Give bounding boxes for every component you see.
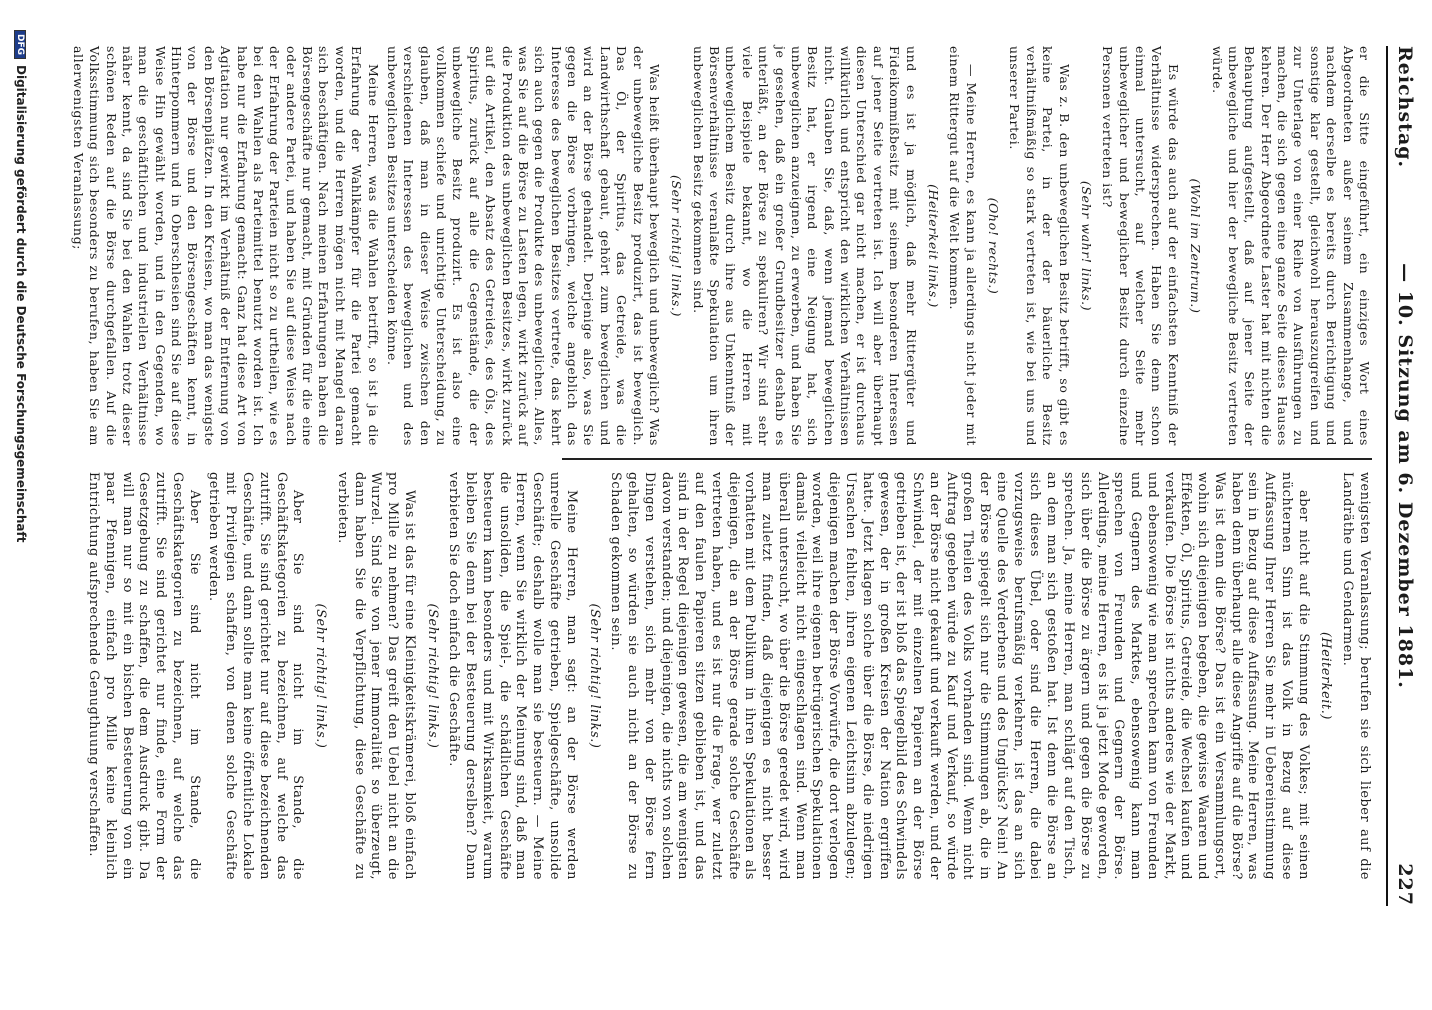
interjection: (Oho! rechts.) (986, 197, 1002, 295)
interjection: (Heiterkeit links.) (926, 184, 941, 308)
column-divider (562, 458, 1372, 460)
paragraph: wenigsten Veranlassung; berufen sie sich lieber auf die Landräthe und Gendarmen. (1340, 472, 1372, 880)
header-session: — 10. Sitzung am 6. Dezember 1881. (1394, 263, 1416, 689)
page-number: 227 (1394, 863, 1416, 906)
dfg-logo: DFG (15, 30, 27, 59)
interjection: (Sehr richtig! links.) (424, 603, 440, 749)
interjection: (Sehr richtig! links.) (313, 603, 329, 749)
header-rule (1386, 46, 1388, 906)
paragraph: Meine Herren, man sagt: an der Börse werden unreelle Geschäfte getrieben, Spielgeschäfte, unsolide Geschäfte; deshalb wolle man sie besteuern. — Meine Herren, wenn Sie wirklich der Meinung sind, daß man die unsoliden, die Spiel-, die schädlichen Geschäfte besteuern kann besonders und mit Wirksamkeit, warum bleiben Sie denn bei der Besteuerung derselben? Dann verbieten Sie doch einfach die Geschäfte. (446, 472, 579, 880)
running-header (1386, 46, 1420, 906)
paragraph: Was heißt überhaupt beweglich und unbeweglich? Was der unbewegliche Besitz produzirt, das ist beweglich. Das Öl, der Spiritus, das Getreide, was die Landwirthschaft gebaut, gehört zum beweglichen und wird an der Börse gehandelt. Derjenige also, was Sie gegen die Börse vorbringen, welche angeblich das Interesse des beweglichen Besitzes vertrete, das kehrt sich auch gegen die Produkte des unbeweglichen. Alles, was Sie auf die Börse zu Lasten legen, wirkt zurück auf die Produktion des unbeweglichen Besitzes, wirkt zurück auf die Artikel, den Absatz des Getreides, des Öls, des Spiritus, zurück auf alle die Gegenstände, die der unbewegliche Besitz produzirt. Es ist also eine vollkommen schiefe und unrichtige Unterscheidung, zu glauben, daß man in dieser Weise zwischen den verschiedenen Interessen des beweglichen und des unbeweglichen Besitzes unterscheiden könne. (385, 46, 662, 446)
paragraph: Was z. B. den unbeweglichen Besitz betrifft, so gibt es keine Partei, in der der bäuerliche Besitz verhältnißmäßig so stark vertreten ist, wie bei uns und unserer Partei. (1007, 46, 1072, 446)
digitization-text: Digitalisierung gefördert durch die Deutsche Forschungsgemeinschaft (14, 65, 28, 543)
interjection: (Sehr richtig! links.) (669, 175, 685, 317)
paragraph: Aber Sie sind nicht im Stande, die Geschäftskategorien zu bezeichnen, auf welche das zutrifft. Sie sind gerichtet nur finde, eine Form der Gesetzgebung zu schaffen, die dem Ausdruck gibt. Da will man nur so mit ein bischen Besteuerung von ein paar Pfennigen, einfach pro Mille keine kleinlich Entrichtung aufsprechende Genugthuung verschaffen. (86, 472, 202, 880)
right-column (81, 472, 1372, 880)
paragraph: Meine Herren, was die Wahlen betrifft, so ist ja die Erfahrung der Wahlkämpfer für die Partei gemacht worden, und die Herren mögen nicht mit Mangel daran sich beschäftigen. Nach meinen Erfahrungen haben die Börsengeschäfte nur gemacht, mit Gründen für die eine oder andere Partei, und haben Sie auf diese Weise nach der Erfahrung der Parteien nicht so zu urtheilen, wie es bei den Wahlen als Parteimittel benutzt worden ist. Ich habe nur die Erfahrung gemacht: Ganz hat diese Art von Agitation nur gewirkt im Verhältniß der Entfernung von den Börsenplätzen. In den Kreisen, wo man das wenigste von der Börse und den Börsengeschäften kennt, in Hinterpommern und in Oberschlesien sind Sie auf diese Weise Hin gewählt worden, und in den Gegenden, wo man die geschäftlichen und industriellen Verhältnisse näher kennt, da sind Sie bei den Wahlen trotz dieser schönen Reden auf die Börse durchgefallen. Auf die Volksstimmung sich besonders zu berufen, haben Sie am allerwenigsten Veranlassung; (70, 46, 381, 446)
interjection: (Sehr richtig! links.) (586, 603, 602, 749)
interjection: (Wohl im Zentrum.) (1188, 178, 1204, 314)
paragraph: aber nicht auf die Stimmung des Volkes; mit seinen nüchternen Sinn ist das Volk in Bezug auf diese Auffassung Ihrer Herren Sie mehr in Uebereinstimmung sein in Bezug auf diese Auffassung. Meine Herren, was haben denn überhaupt alle diese Angriffe auf die Börse? Was ist denn die Börse? Das ist ein Versammlungsort, wohin sich diejenigen begeben, die gewisse Waaren und Effekten, Öl, Spiritus, Getreide, die Wechsel kaufen und verkaufen. Die Börse ist nichts anderes wie der Markt, und ebensowenig wie man sprechen kann von Freunden und Gegnern des Marktes, ebensowenig kann man sprechen von Freunden und Gegnern der Börse. Allerdings, meine Herren, es ist ja jetzt Mode geworden, sich über die Börse zu ärgern und gegen die Börse zu sprechen. Ja, meine Herren, man schlägt auf den Tisch, an dem man sich gestoßen hat. Ist denn die Börse an sich dieses Übel, oder sind die Herren, die dabei vorzugsweise berufsmäßig verkehren, ist das an sich eine Quelle des Verderbens und des Unglücks? Nein! An der Börse spiegelt sich nur die Stimmungen ab, die in großen Theilen des Volks vorhanden sind. Wenn nicht Auftrag gegeben würde zu Kauf und Verkauf, so würde an der Börse nicht gekauft und verkauft werden, und der Schwindel, der mit einzelnen Papieren an der Börse getrieben ist, der ist bloß das Spiegelbild des Schwindels gewesen, der in großen Kreisen der Nation ergriffen hatte. Jetzt klagen solche über die Börse, die niedrigen Ursachen fehlten, ihren eigenen Leichtsinn abzulegen; diejenigen machen der Börse Vorwürfe, die dort verlogen worden, weil ihre eigenen betrügerischen Spekulationen damals vielleicht nicht eingeschlagen sind. Wenn man überall untersucht, wo über die Börse geredet wird, wird man zuletzt finden, daß diejenigen es nicht besser vorhatten mit dem Publikum in ihren Spekulationen als diejenigen, die an der Börse gerade solche Geschäfte vertreten haben, und es ist nur die Frage, wer zuletzt auf den faulen Papieren sitzen geblieben ist, und das sind in der Regel diejenigen gewesen, die am wenigsten davon verstanden; und diejenigen, die nichts von solchen Dingen verstehen, sich mehr von der Börse fern gehalten, so würden sie auch nicht an der Börse zu Schaden gekommen sein. (608, 472, 1311, 880)
interjection: (Heiterkeit.) (1318, 631, 1334, 721)
paragraph: Aber Sie sind nicht im Stande, die Geschäftskategorien zu bezeichnen, auf welche das zutrifft. Sie sind gerichtet nur auf diese bezeichnenden Geschäfte, und dann sollte man keine öffentliche Lokale mit Privilegien schaffen, von denen solche Geschäfte getrieben werden. (206, 472, 306, 880)
header-section: Reichstag. (1394, 46, 1416, 169)
paragraph: und es ist ja möglich, daß mehr Rittergüter und Fideikommißbesitz mit seinem besonderen Interessen auf jener Seite vertreten ist. Ich will aber überhaupt diesen Unterschied gar nicht machen, er ist durchaus willkürlich und entspricht den wirklichen Verhältnissen nicht. Glauben Sie, daß, wenn jemand beweglichen Besitz hat, er irgend eine Neigung hat, sich unbeweglichen anzueignen, zu erwerben, und haben Sie je gesehen, daß ein großer Grundbesitzer deshalb es unterläßt, an der Börse zu spekuliren? Wir sind sehr viele Beispiele bekannt, wo die Herren mit unbeweglichem Besitz durch ihre aus Unkenntniß der Börsenverhältnisse veranlaßte Spekulation um ihren unbeweglichen Besitz gekommen sind. (690, 46, 919, 446)
left-column (67, 46, 1373, 446)
paragraph: Es würde das auch auf der einfachsten Kenntniß der Verhältnisse widersprechen. Haben Sie denn schon einmal untersucht, auf welcher Seite mehr unbeweglicher und beweglicher Besitz durch einzelne Personen vertreten ist? (1100, 46, 1181, 446)
paragraph: Was ist das für eine Kleinigkeitskrämerei, bloß einfach pro Mille zu nehmen? Das greift den Uebel nicht an die Wurzel. Sind Sie von jener Immoralität so überzeugt, dann haben Sie die Verpflichtung, diese Geschäfte zu verbieten. (334, 472, 417, 880)
paragraph: er die Sitte eingeführt, ein einziges Wort eines Abgeordneten außer seinem Zusammenhange, und nachdem derselbe es bereits durch Berichtigung und sonstige klar gestellt, gleichwohl herauszugreifen und zur Unterlage von einer Reihe von Ausführungen zu machen, die sich gegen eine ganze Seite dieses Hauses kehren. Der Herr Abgeordnete Laster hat mit nichten die Behauptung aufgestellt, daß auf jener Seite der unbewegliche und hier der bewegliche Besitz vertreten würde. (1209, 46, 1372, 446)
digitization-notice (8, 30, 28, 1010)
paragraph: — Meine Herren, es kann ja allerdings nicht jeder mit einem Rittergut auf die Welt kommen. (947, 46, 979, 446)
interjection: (Sehr wahr! links.) (1079, 180, 1094, 312)
